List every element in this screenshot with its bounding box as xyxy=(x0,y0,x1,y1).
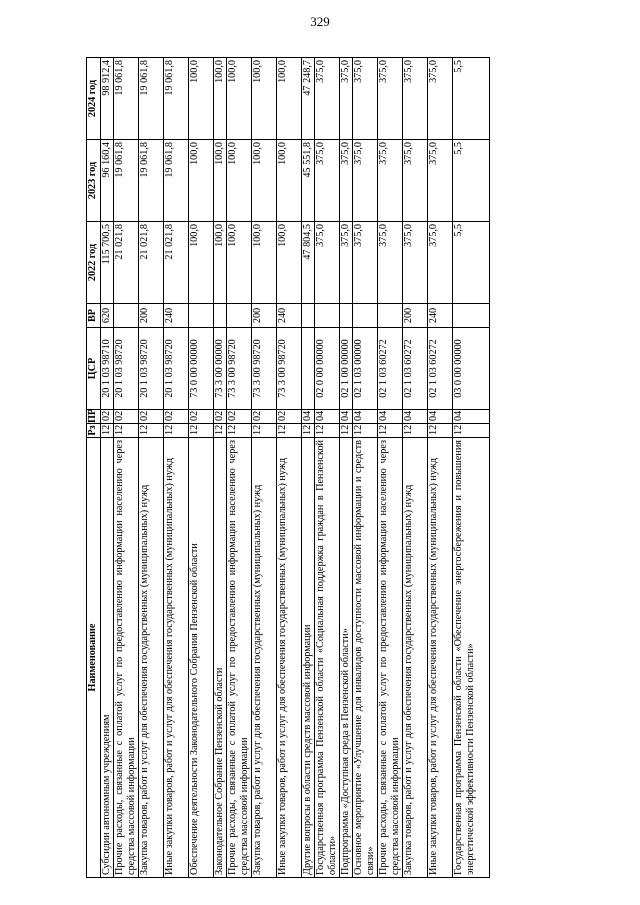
cell-name: Иные закупки товаров, работ и услуг для обеспечения государственных (муниципальных) нужд xyxy=(277,438,302,878)
table-row xyxy=(403,58,428,878)
header-vr: ВР xyxy=(87,304,101,328)
cell-csr: 20 1 03 98720 xyxy=(164,328,189,410)
cell-2022: 21 021,8 xyxy=(139,222,164,304)
header-2022: 2022 год xyxy=(87,222,101,304)
cell-name: Государственная программа Пензенской области «Обеспечение энергосбережения и повышения энергетической эффективности Пензенской области» xyxy=(453,438,490,878)
cell-name: Закупка товаров, работ и услуг для обеспечения государственных (муниципальных) нужд xyxy=(252,438,277,878)
cell-rz: 12 xyxy=(453,424,490,438)
cell-csr xyxy=(302,328,315,410)
header-name: Наименование xyxy=(87,438,101,878)
cell-2023: 96 160,4 xyxy=(101,140,114,222)
cell-2022: 100,0 xyxy=(189,222,214,304)
cell-rz: 12 xyxy=(164,424,189,438)
cell-pr: 02 xyxy=(277,410,302,424)
cell-2024: 375,0 xyxy=(340,58,353,140)
cell-2024: 19 061,8 xyxy=(114,58,139,140)
cell-2023: 100,0 xyxy=(227,140,252,222)
cell-csr: 02 1 03 60272 xyxy=(428,328,453,410)
cell-csr: 73 3 00 98720 xyxy=(227,328,252,410)
table-row xyxy=(277,58,302,878)
header-csr: ЦСР xyxy=(87,328,101,410)
cell-vr: 200 xyxy=(403,304,428,328)
cell-rz: 12 xyxy=(139,424,164,438)
cell-vr xyxy=(214,304,227,328)
cell-vr: 240 xyxy=(277,304,302,328)
table-row xyxy=(164,58,189,878)
cell-pr: 04 xyxy=(428,410,453,424)
cell-pr: 04 xyxy=(340,410,353,424)
cell-vr: 620 xyxy=(101,304,114,328)
cell-vr xyxy=(340,304,353,328)
cell-2023: 375,0 xyxy=(403,140,428,222)
cell-2023: 19 061,8 xyxy=(164,140,189,222)
cell-name: Субсидии автономным учреждениям xyxy=(101,438,114,878)
cell-2022: 375,0 xyxy=(428,222,453,304)
cell-rz: 12 xyxy=(101,424,114,438)
cell-2023: 19 061,8 xyxy=(139,140,164,222)
cell-2022: 115 700,5 xyxy=(101,222,114,304)
cell-vr: 240 xyxy=(164,304,189,328)
table-row xyxy=(340,58,353,878)
cell-2022: 21 021,8 xyxy=(114,222,139,304)
cell-2022: 375,0 xyxy=(378,222,403,304)
cell-2022: 375,0 xyxy=(403,222,428,304)
cell-rz: 12 xyxy=(353,424,378,438)
cell-pr: 02 xyxy=(227,410,252,424)
cell-pr: 02 xyxy=(252,410,277,424)
cell-pr: 04 xyxy=(403,410,428,424)
cell-vr: 240 xyxy=(428,304,453,328)
cell-2023: 375,0 xyxy=(340,140,353,222)
cell-csr: 02 1 03 60272 xyxy=(378,328,403,410)
cell-name: Иные закупки товаров, работ и услуг для обеспечения государственных (муниципальных) нужд xyxy=(428,438,453,878)
cell-2023: 100,0 xyxy=(189,140,214,222)
cell-vr xyxy=(353,304,378,328)
cell-csr: 02 0 00 00000 xyxy=(315,328,340,410)
cell-csr: 73 3 00 98720 xyxy=(277,328,302,410)
cell-pr: 02 xyxy=(101,410,114,424)
cell-pr: 02 xyxy=(139,410,164,424)
header-2024: 2024 год xyxy=(87,58,101,140)
table-row xyxy=(114,58,139,878)
budget-table-container xyxy=(86,58,556,878)
cell-vr xyxy=(227,304,252,328)
cell-2024: 100,0 xyxy=(227,58,252,140)
cell-vr: 200 xyxy=(252,304,277,328)
cell-csr: 02 1 03 00000 xyxy=(353,328,378,410)
cell-2024: 375,0 xyxy=(378,58,403,140)
cell-csr: 20 1 03 98710 xyxy=(101,328,114,410)
cell-csr: 02 1 00 00000 xyxy=(340,328,353,410)
cell-pr: 02 xyxy=(164,410,189,424)
cell-2024: 47 248,7 xyxy=(302,58,315,140)
cell-2024: 19 061,8 xyxy=(164,58,189,140)
cell-rz: 12 xyxy=(403,424,428,438)
cell-name: Законодательное Собрание Пензенской области xyxy=(214,438,227,878)
cell-2024: 375,0 xyxy=(353,58,378,140)
cell-2022: 21 021,8 xyxy=(164,222,189,304)
cell-vr: 200 xyxy=(139,304,164,328)
cell-pr: 04 xyxy=(353,410,378,424)
cell-2022: 5,5 xyxy=(453,222,490,304)
cell-vr xyxy=(315,304,340,328)
cell-csr: 73 0 00 00000 xyxy=(189,328,214,410)
cell-rz: 12 xyxy=(214,424,227,438)
table-row xyxy=(453,58,490,878)
budget-table xyxy=(86,57,490,878)
cell-2024: 100,0 xyxy=(189,58,214,140)
cell-rz: 12 xyxy=(277,424,302,438)
cell-2024: 100,0 xyxy=(277,58,302,140)
cell-name: Государственная программа Пензенской области «Социальная поддержка граждан в Пензенской области» xyxy=(315,438,340,878)
cell-2023: 100,0 xyxy=(252,140,277,222)
cell-name: Основное мероприятие «Улучшение для инвалидов доступности массовой информации и средств связи» xyxy=(353,438,378,878)
cell-2024: 19 061,8 xyxy=(139,58,164,140)
cell-2024: 100,0 xyxy=(252,58,277,140)
table-row xyxy=(353,58,378,878)
table-row xyxy=(252,58,277,878)
cell-rz: 12 xyxy=(252,424,277,438)
cell-csr: 03 0 00 00000 xyxy=(453,328,490,410)
cell-vr xyxy=(302,304,315,328)
cell-2023: 19 061,8 xyxy=(114,140,139,222)
cell-2023: 375,0 xyxy=(315,140,340,222)
cell-vr xyxy=(114,304,139,328)
cell-pr: 04 xyxy=(302,410,315,424)
cell-csr: 20 1 03 98720 xyxy=(139,328,164,410)
cell-2024: 375,0 xyxy=(428,58,453,140)
cell-csr: 73 3 00 00000 xyxy=(214,328,227,410)
cell-2022: 375,0 xyxy=(315,222,340,304)
cell-2024: 100,0 xyxy=(214,58,227,140)
cell-2023: 45 551,8 xyxy=(302,140,315,222)
cell-2022: 100,0 xyxy=(277,222,302,304)
cell-2023: 100,0 xyxy=(214,140,227,222)
cell-name: Обеспечение деятельности Законодательного Собрания Пензенской области xyxy=(189,438,214,878)
table-row xyxy=(227,58,252,878)
cell-name: Подпрограмма «Доступная среда в Пензенской области» xyxy=(340,438,353,878)
cell-2023: 5,5 xyxy=(453,140,490,222)
cell-pr: 04 xyxy=(453,410,490,424)
table-row xyxy=(302,58,315,878)
cell-name: Прочие расходы, связанные с оплатой услуг по предоставлению информации населению через средства массовой информации xyxy=(378,438,403,878)
cell-2024: 375,0 xyxy=(403,58,428,140)
cell-2024: 375,0 xyxy=(315,58,340,140)
cell-2023: 375,0 xyxy=(353,140,378,222)
cell-pr: 04 xyxy=(378,410,403,424)
cell-rz: 12 xyxy=(189,424,214,438)
cell-2022: 375,0 xyxy=(340,222,353,304)
page-number: 329 xyxy=(310,14,330,29)
cell-2022: 100,0 xyxy=(252,222,277,304)
cell-pr: 02 xyxy=(214,410,227,424)
cell-2022: 375,0 xyxy=(353,222,378,304)
cell-2022: 47 804,5 xyxy=(302,222,315,304)
cell-vr xyxy=(453,304,490,328)
cell-2023: 100,0 xyxy=(277,140,302,222)
cell-name: Закупка товаров, работ и услуг для обеспечения государственных (муниципальных) нужд xyxy=(403,438,428,878)
cell-pr: 02 xyxy=(114,410,139,424)
cell-2023: 375,0 xyxy=(428,140,453,222)
table-row xyxy=(378,58,403,878)
cell-2022: 100,0 xyxy=(214,222,227,304)
cell-pr: 04 xyxy=(315,410,340,424)
cell-vr xyxy=(189,304,214,328)
table-row xyxy=(189,58,214,878)
cell-2022: 100,0 xyxy=(227,222,252,304)
cell-name: Прочие расходы, связанные с оплатой услуг по предоставлению информации населению через средства массовой информации xyxy=(114,438,139,878)
cell-2024: 5,5 xyxy=(453,58,490,140)
table-row xyxy=(428,58,453,878)
cell-vr xyxy=(378,304,403,328)
table-row xyxy=(101,58,114,878)
cell-csr: 02 1 03 60272 xyxy=(403,328,428,410)
table-row xyxy=(139,58,164,878)
cell-name: Другие вопросы в области средств массовой информации xyxy=(302,438,315,878)
cell-name: Иные закупки товаров, работ и услуг для обеспечения государственных (муниципальных) нужд xyxy=(164,438,189,878)
cell-rz: 12 xyxy=(315,424,340,438)
header-rz: Рз xyxy=(87,424,101,438)
cell-rz: 12 xyxy=(340,424,353,438)
cell-csr: 20 1 03 98720 xyxy=(114,328,139,410)
cell-pr: 02 xyxy=(189,410,214,424)
cell-rz: 12 xyxy=(114,424,139,438)
cell-2024: 98 912,4 xyxy=(101,58,114,140)
cell-rz: 12 xyxy=(428,424,453,438)
cell-name: Прочие расходы, связанные с оплатой услуг по предоставлению информации населению через средства массовой информации xyxy=(227,438,252,878)
header-row xyxy=(87,58,101,878)
header-2023: 2023 год xyxy=(87,140,101,222)
table-row xyxy=(315,58,340,878)
cell-name: Закупка товаров, работ и услуг для обеспечения государственных (муниципальных) нужд xyxy=(139,438,164,878)
cell-csr: 73 3 00 98720 xyxy=(252,328,277,410)
table-row xyxy=(214,58,227,878)
cell-2023: 375,0 xyxy=(378,140,403,222)
cell-rz: 12 xyxy=(378,424,403,438)
cell-rz: 12 xyxy=(302,424,315,438)
cell-rz: 12 xyxy=(227,424,252,438)
header-pr: ПР xyxy=(87,410,101,424)
